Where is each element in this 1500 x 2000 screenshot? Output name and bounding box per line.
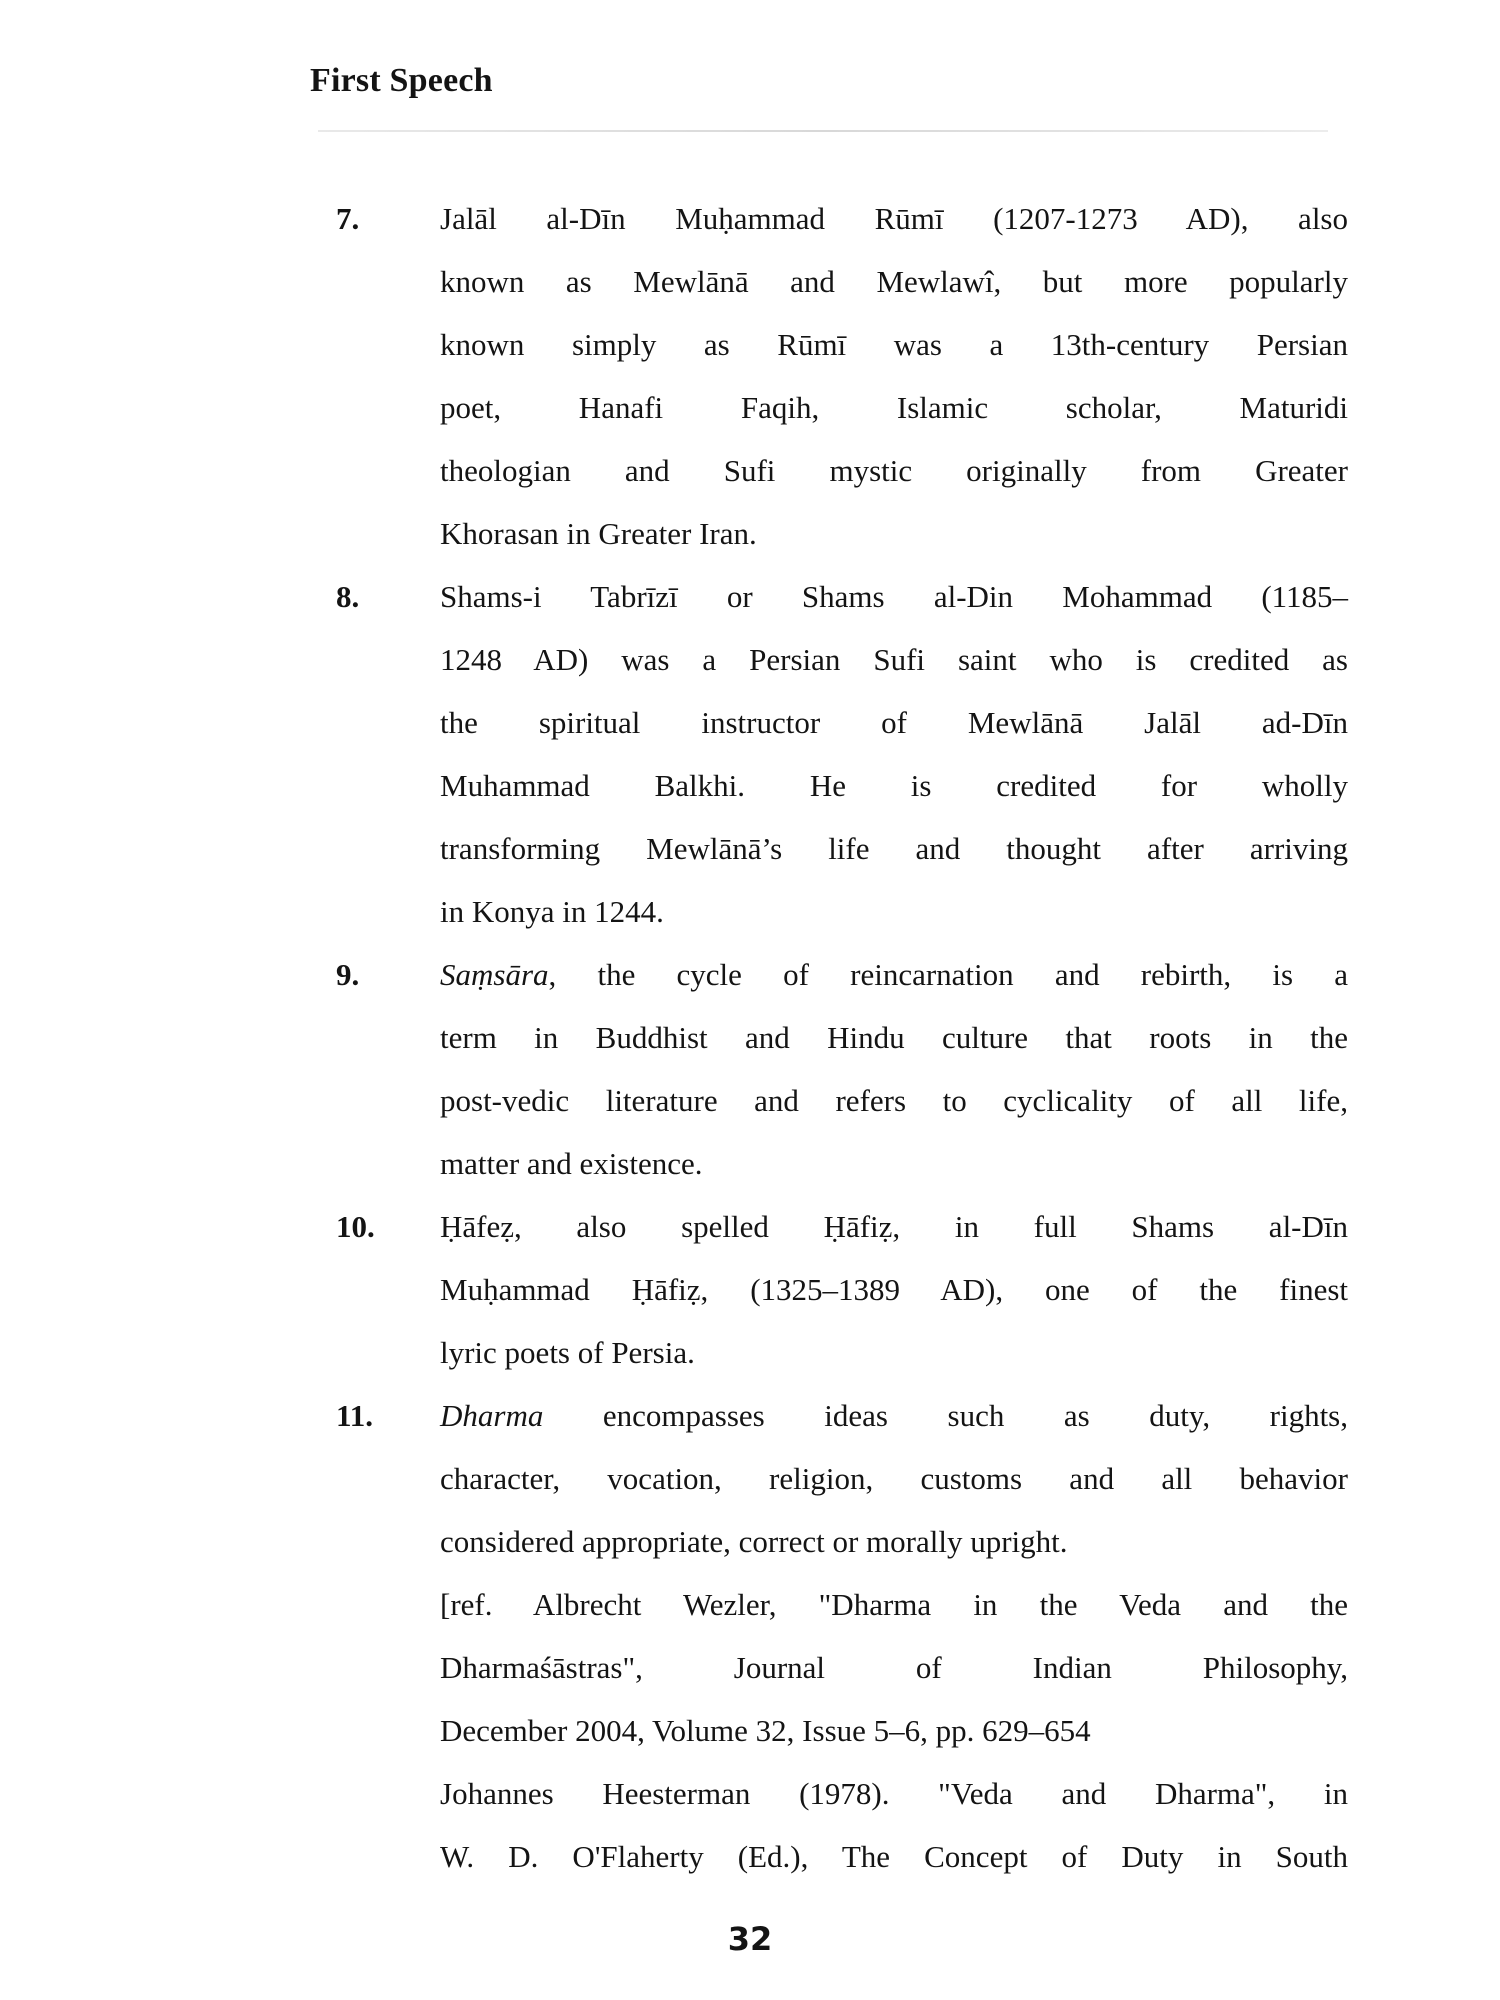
endnote-text-line [440,1384,1348,1447]
header-divider [318,130,1328,132]
endnote-text-line [440,1825,1348,1888]
endnote-text-line [440,880,1348,943]
endnote-text-line [440,502,1348,565]
text-segment: poet, Hanafi Faqih, Islamic scholar, Maturidi [440,390,1348,425]
text-segment: , the cycle of reincarnation and rebirth, is a [548,957,1348,992]
text-segment: W. D. O'Flaherty (Ed.), The Concept of Duty in South [440,1839,1348,1874]
endnote-text-line [440,439,1348,502]
endnote-text-line [440,1447,1348,1510]
text-segment: considered appropriate, correct or morally upright. [440,1524,1068,1559]
text-segment: post-vedic literature and refers to cyclicality of all life, [440,1083,1348,1118]
text-segment: Muhammad Balkhi. He is credited for wholly [440,768,1348,803]
endnote-text-line [440,754,1348,817]
endnote-text-line [440,187,1348,250]
endnote-text-line [440,691,1348,754]
endnote-text-line [440,1069,1348,1132]
endnote-text-line [440,313,1348,376]
text-segment: known as Mewlānā and Mewlawî, but more popularly [440,264,1348,299]
text-segment: lyric poets of Persia. [440,1335,695,1370]
text-segment: Johannes Heesterman (1978). "Veda and Dharma", in [440,1776,1348,1811]
endnote-item [336,187,1348,565]
endnote-number: 8. [336,579,360,614]
text-segment: December 2004, Volume 32, Issue 5–6, pp. 629–654 [440,1713,1091,1748]
page-number: 32 [727,1920,773,1958]
endnote-text-line [440,943,1348,1006]
endnote-text-line [440,1699,1348,1762]
endnote-text-line [440,1132,1348,1195]
endnotes-list [336,187,1348,1888]
endnote-text-line [440,1636,1348,1699]
italic-term: Saṃsāra [440,957,549,992]
endnote-text-line [440,1762,1348,1825]
endnote-number: 9. [336,957,360,992]
endnote-item [336,1384,1348,1888]
endnote-number: 11. [336,1398,374,1433]
text-segment: the spiritual instructor of Mewlānā Jalāl ad-Dīn [440,705,1348,740]
endnote-text-line [440,628,1348,691]
text-segment: Khorasan in Greater Iran. [440,516,757,551]
endnote-item [336,943,1348,1195]
italic-term: Dharma [440,1398,544,1433]
text-segment: known simply as Rūmī was a 13th-century Persian [440,327,1348,362]
endnote-text-line [440,1321,1348,1384]
endnote-text-line [440,1195,1348,1258]
endnote-text-line [440,1510,1348,1573]
endnote-item [336,565,1348,943]
text-segment: Ḥāfeẓ, also spelled Ḥāfiẓ, in full Shams al-Dīn [440,1209,1348,1244]
text-segment: matter and existence. [440,1146,703,1181]
text-segment: Shams-i Tabrīzī or Shams al-Din Mohammad (1185– [440,579,1348,614]
endnote-text-line [440,1573,1348,1636]
text-segment: [ref. Albrecht Wezler, "Dharma in the Veda and the [440,1587,1348,1622]
endnote-number: 10. [336,1209,375,1244]
text-segment: term in Buddhist and Hindu culture that roots in the [440,1020,1348,1055]
endnote-item [336,1195,1348,1384]
text-segment: theologian and Sufi mystic originally from Greater [440,453,1348,488]
endnote-text-line [440,565,1348,628]
running-head-title: First Speech [310,62,493,99]
endnote-number: 7. [336,201,360,236]
endnote-text-line [440,1258,1348,1321]
text-segment: 1248 AD) was a Persian Sufi saint who is credited as [440,642,1348,677]
endnote-text-line [440,376,1348,439]
endnote-text-line [440,250,1348,313]
endnote-text-line [440,817,1348,880]
endnote-text-line [440,1006,1348,1069]
text-segment: Muḥammad Ḥāfiẓ, (1325–1389 AD), one of the finest [440,1272,1348,1307]
text-segment: Jalāl al-Dīn Muḥammad Rūmī (1207-1273 AD), also [440,201,1348,236]
text-segment: character, vocation, religion, customs and all behavior [440,1461,1348,1496]
text-segment: encompasses ideas such as duty, rights, [543,1398,1348,1433]
text-segment: in Konya in 1244. [440,894,664,929]
text-segment: transforming Mewlānā’s life and thought after arriving [440,831,1348,866]
text-segment: Dharmaśāstras", Journal of Indian Philosophy, [440,1650,1348,1685]
